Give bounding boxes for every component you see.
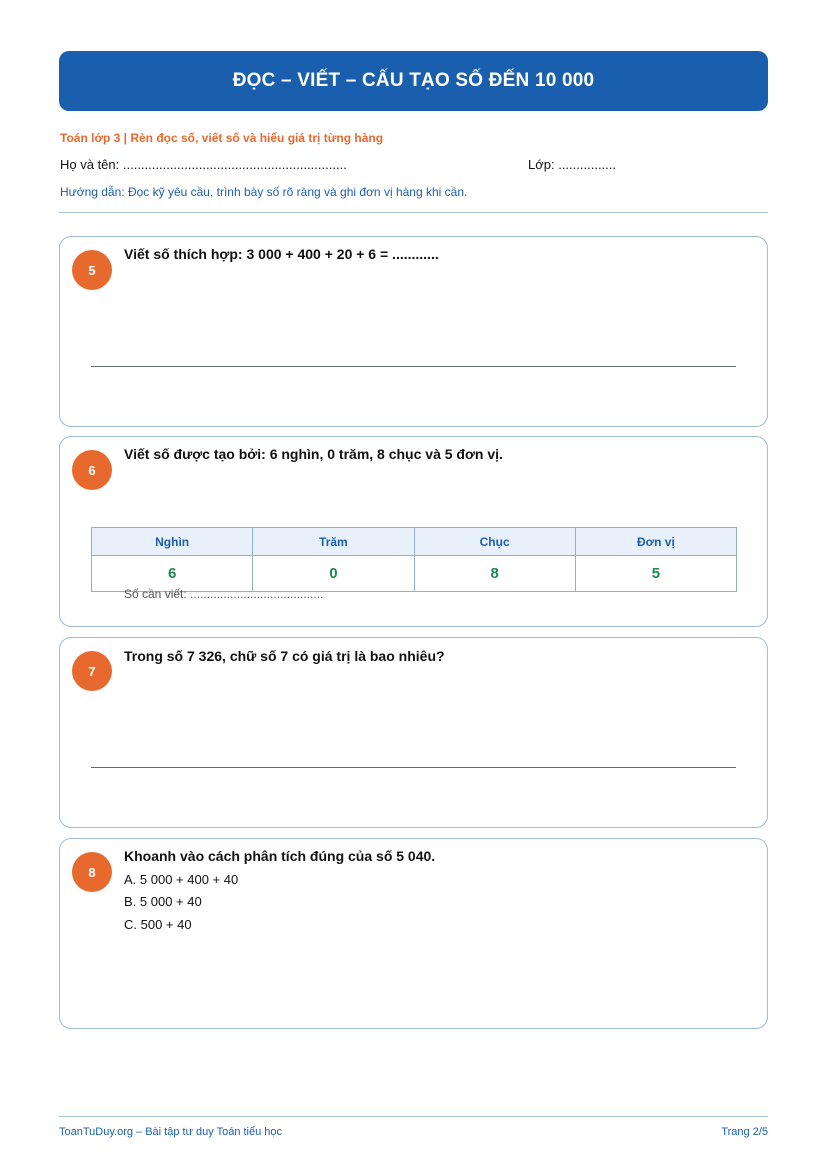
question-number-badge: 6 (72, 450, 112, 490)
header-tens: Chục (414, 528, 575, 556)
header-hundreds: Trăm (253, 528, 414, 556)
answer-write-label: Số cần viết: ........................................ (124, 587, 324, 601)
worksheet-subtitle: Toán lớp 3 | Rèn đọc số, viết số và hiểu giá trị từng hàng (60, 131, 384, 145)
option-a[interactable]: A. 5 000 + 400 + 40 (124, 872, 239, 887)
place-value-header-row (92, 528, 737, 556)
header-ones: Đơn vị (575, 528, 736, 556)
question-number-badge: 5 (72, 250, 112, 290)
question-card-7 (59, 637, 768, 828)
option-b[interactable]: B. 5 000 + 40 (124, 894, 202, 909)
header-thousands: Nghìn (92, 528, 253, 556)
instructions-text: Hướng dẫn: Đọc kỹ yêu cầu, trình bày số rõ ràng và ghi đơn vị hàng khi cần. (60, 185, 468, 199)
page-title: ĐỌC – VIẾT – CẤU TẠO SỐ ĐẾN 10 000 (232, 70, 595, 91)
question-text: Viết số được tạo bởi: 6 nghìn, 0 trăm, 8 chục và 5 đơn vị. (124, 446, 503, 462)
footer-site-text: ToanTuDuy.org – Bài tập tư duy Toán tiểu học (59, 1126, 283, 1138)
question-number-badge: 7 (72, 651, 112, 691)
value-thousands: 6 (92, 556, 253, 592)
question-card-6 (59, 436, 768, 627)
place-value-table (91, 527, 737, 592)
footer-page-number: Trang 2/5 (721, 1126, 768, 1138)
option-c[interactable]: C. 500 + 40 (124, 917, 192, 932)
value-tens: 8 (414, 556, 575, 592)
answer-line (91, 366, 736, 367)
footer-divider (59, 1116, 768, 1117)
class-field: Lớp: ................ (528, 157, 616, 172)
header-divider (59, 212, 768, 213)
question-card-5 (59, 236, 768, 427)
question-text: Viết số thích hợp: 3 000 + 400 + 20 + 6 = ............ (124, 246, 439, 262)
question-number-badge: 8 (72, 852, 112, 892)
question-text: Khoanh vào cách phân tích đúng của số 5 040. (124, 848, 436, 864)
question-text: Trong số 7 326, chữ số 7 có giá trị là bao nhiêu? (124, 648, 445, 664)
student-name-field: Họ và tên: .............................................................. (60, 157, 347, 172)
header-banner (59, 51, 768, 111)
value-ones: 5 (575, 556, 736, 592)
answer-line (91, 767, 736, 768)
question-card-8 (59, 838, 768, 1029)
value-hundreds: 0 (253, 556, 414, 592)
